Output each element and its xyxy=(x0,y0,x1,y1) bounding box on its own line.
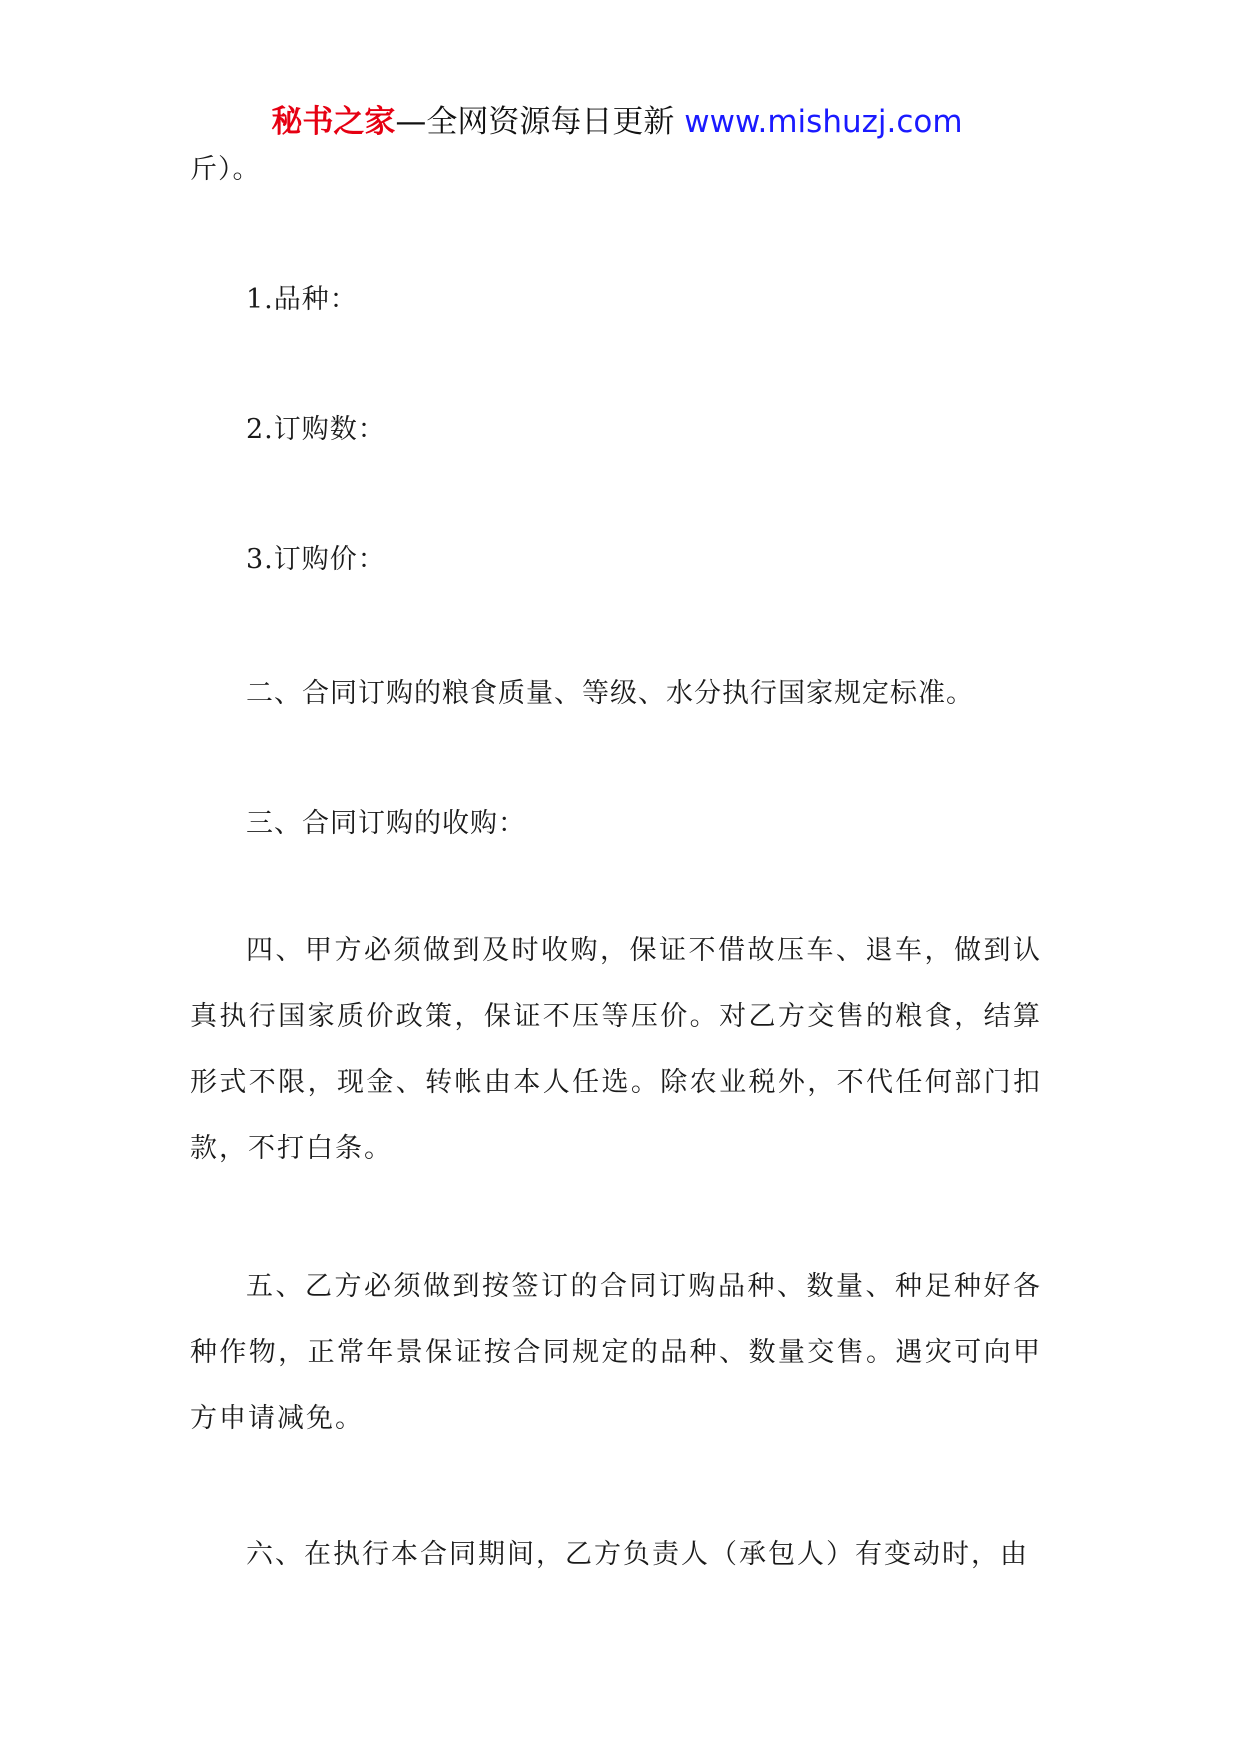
clause-party-b-obligations: 五、乙方必须做到按签订的合同订购品种、数量、种足种好各种作物，正常年景保证按合同规定的品种、数量交售。遇灾可向甲方申请减免。 xyxy=(190,1271,1042,1434)
site-header xyxy=(0,100,1234,144)
clause-purchase: 三、合同订购的收购： xyxy=(246,808,526,839)
clause-responsible-person-change: 六、在执行本合同期间，乙方负责人（承包人）有变动时，由 xyxy=(246,1539,1029,1570)
site-tagline: —全网资源每日更新 xyxy=(395,104,685,140)
item-order-price: 3.订购价： xyxy=(246,544,386,575)
site-brand: 秘书之家 xyxy=(271,104,396,140)
clause-party-a-obligations: 四、甲方必须做到及时收购，保证不借故压车、退车，做到认真执行国家质价政策，保证不压等压价。对乙方交售的粮食，结算形式不限，现金、转帐由本人任选。除农业税外，不代任何部门扣款，不打白条。 xyxy=(190,935,1042,1164)
site-url-link[interactable]: www.mishuzj.com xyxy=(684,104,963,140)
item-variety: 1.品种： xyxy=(246,284,358,315)
clause-quality-standard: 二、合同订购的粮食质量、等级、水分执行国家规定标准。 xyxy=(246,678,974,709)
item-order-quantity: 2.订购数： xyxy=(246,414,386,445)
continuation-text: 斤）。 xyxy=(190,154,261,185)
